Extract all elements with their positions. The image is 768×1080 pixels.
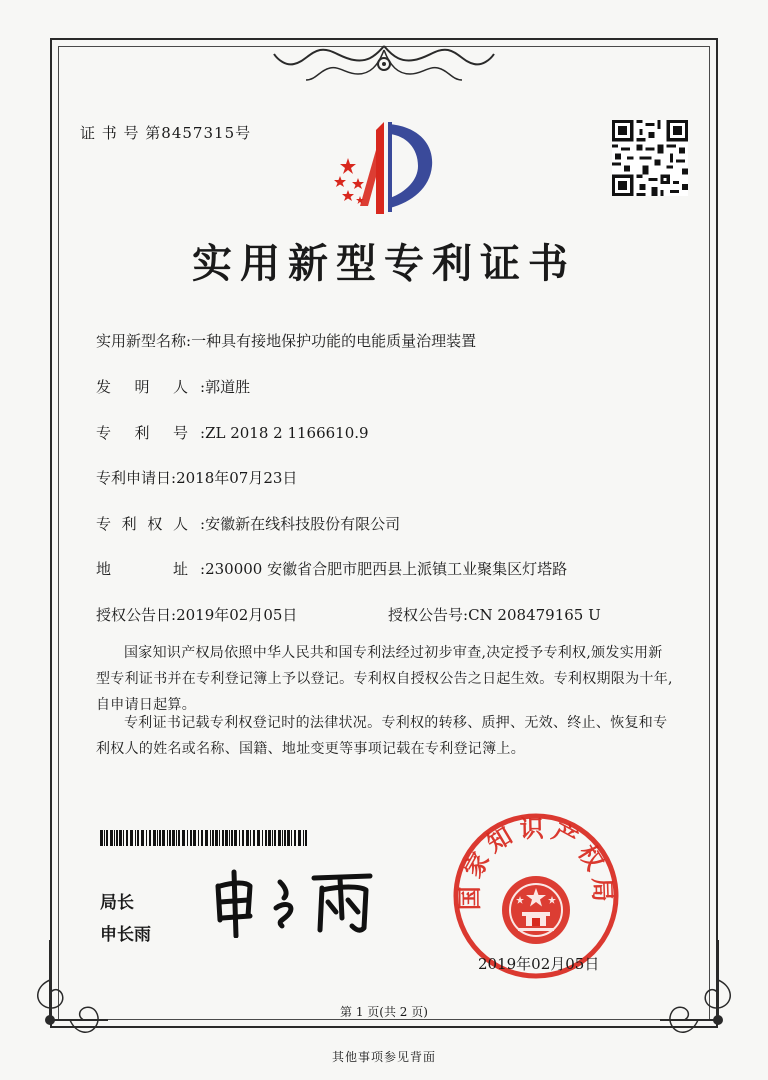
barcode-bar bbox=[100, 830, 103, 846]
barcode-bar bbox=[167, 830, 168, 846]
barcode-bar bbox=[268, 830, 271, 846]
field-label bbox=[96, 376, 188, 397]
field-label bbox=[96, 422, 188, 443]
footer-note: 其他事项参见背面 bbox=[331, 1050, 436, 1064]
field-value: 郭道胜 bbox=[205, 378, 251, 396]
field-value: 安徽新在线科技股份有限公司 bbox=[205, 515, 401, 533]
label-char: 专 bbox=[96, 424, 112, 442]
barcode-bar bbox=[130, 830, 133, 846]
field-label: 专利申请日: bbox=[96, 469, 177, 487]
barcode-bar bbox=[229, 830, 230, 846]
label-colon: : bbox=[200, 378, 206, 396]
field-value: 2019年02月05日 bbox=[176, 606, 298, 624]
barcode-bar bbox=[234, 830, 237, 846]
field-address bbox=[96, 558, 567, 579]
barcode-bar bbox=[257, 830, 260, 846]
field-value: 2018年07月23日 bbox=[176, 469, 298, 487]
barcode-bar bbox=[116, 830, 118, 846]
field-filing-date bbox=[96, 467, 297, 488]
barcode-bar bbox=[287, 830, 290, 846]
paragraph-grant-statement: 国家知识产权局依照中华人民共和国专利法经过初步审查,决定授予专利权,颁发实用新型专利证书并在专利登记簿上予以登记。专利权自授权公告之日起生效。专利权期限为十年,自申请日起算。 bbox=[96, 645, 673, 713]
barcode-bar bbox=[182, 830, 185, 846]
field-utility-model-name bbox=[96, 330, 476, 351]
label-colon: : bbox=[200, 424, 206, 442]
field-value: 一种具有接地保护功能的电能质量治理装置 bbox=[191, 332, 477, 350]
barcode-bar bbox=[123, 830, 124, 846]
barcode-bar bbox=[159, 830, 161, 846]
barcode-bar bbox=[119, 830, 122, 846]
field-value: ZL 2018 2 1166610.9 bbox=[205, 424, 369, 442]
barcode-bar bbox=[110, 830, 113, 846]
barcode-bar bbox=[250, 830, 251, 846]
barcode-bar bbox=[205, 830, 208, 846]
barcode-bar bbox=[149, 830, 151, 846]
barcode-bar bbox=[212, 830, 214, 846]
certificate-title: 实用新型专利证书 bbox=[192, 241, 576, 287]
barcode-bar bbox=[222, 830, 224, 846]
field-inventor bbox=[96, 376, 250, 397]
page-number: 第 1 页(共 2 页) bbox=[340, 1005, 428, 1019]
barcode-bar bbox=[278, 830, 281, 846]
barcode-bar bbox=[274, 830, 276, 846]
barcode-bar bbox=[104, 830, 105, 846]
barcode-bar bbox=[298, 830, 301, 846]
barcode-bar bbox=[135, 830, 136, 846]
label-char: 人 bbox=[172, 378, 188, 396]
barcode-bar bbox=[187, 830, 188, 846]
barcode-bar bbox=[201, 830, 203, 846]
label-char: 人 bbox=[172, 515, 188, 533]
signatory-name: 申长雨 bbox=[100, 925, 151, 945]
barcode-bar bbox=[294, 830, 296, 846]
barcode-bar bbox=[282, 830, 283, 846]
barcode-bar bbox=[239, 830, 240, 846]
seal-date: 2019年02月05日 bbox=[478, 955, 600, 973]
barcode-bar bbox=[137, 830, 139, 846]
barcode-bar bbox=[242, 830, 244, 846]
label-char: 明 bbox=[134, 378, 150, 396]
barcode-bar bbox=[219, 830, 220, 846]
barcode-bar bbox=[176, 830, 177, 846]
barcode-bar bbox=[106, 830, 108, 846]
barcode-bar bbox=[190, 830, 192, 846]
barcode-bar bbox=[225, 830, 228, 846]
field-value: 230000 安徽省合肥市肥西县上派镇工业聚集区灯塔路 bbox=[205, 560, 568, 578]
barcode-bar bbox=[146, 830, 147, 846]
barcode-bar bbox=[126, 830, 128, 846]
barcode-bar bbox=[246, 830, 249, 846]
barcode-bar bbox=[305, 830, 307, 846]
label-char: 址 bbox=[172, 560, 188, 578]
barcode-bar bbox=[193, 830, 196, 846]
label-colon: : bbox=[200, 560, 206, 578]
label-char: 号 bbox=[172, 424, 188, 442]
barcode-bar bbox=[215, 830, 218, 846]
corner-ornament-bottom-left bbox=[30, 940, 110, 1040]
field-patent-number bbox=[96, 422, 369, 443]
field-label: 授权公告日: bbox=[96, 606, 177, 624]
barcode-bar bbox=[210, 830, 211, 846]
barcode-bar bbox=[272, 830, 273, 846]
barcode-bar bbox=[169, 830, 171, 846]
top-ornament bbox=[270, 40, 498, 90]
barcode-bar bbox=[303, 830, 304, 846]
label-char: 专 bbox=[96, 515, 112, 533]
barcode-bar bbox=[153, 830, 156, 846]
qr-code-icon bbox=[612, 120, 688, 196]
label-char: 权 bbox=[147, 515, 163, 533]
field-label: 授权公告号: bbox=[388, 606, 469, 624]
seal-text: 国家知识产权局 bbox=[455, 814, 617, 911]
barcode-bar bbox=[141, 830, 144, 846]
label-char: 利 bbox=[121, 515, 137, 533]
barcode-bar bbox=[157, 830, 158, 846]
field-value: CN 208479165 U bbox=[468, 606, 601, 624]
barcode-bar bbox=[198, 830, 199, 846]
barcode-bar bbox=[231, 830, 233, 846]
label-char: 地 bbox=[96, 560, 112, 578]
barcode-bar bbox=[253, 830, 255, 846]
handwritten-signature bbox=[210, 868, 390, 938]
barcode-bar bbox=[114, 830, 115, 846]
field-label: 实用新型名称: bbox=[96, 332, 192, 350]
label-char: 发 bbox=[96, 378, 112, 396]
barcode-bar bbox=[178, 830, 180, 846]
field-label bbox=[96, 558, 188, 579]
label-char: 利 bbox=[134, 424, 150, 442]
certificate-number: 证 书 号 第8457315号 bbox=[80, 124, 252, 142]
field-grant-announcement-date bbox=[96, 604, 297, 625]
patent-office-logo-icon bbox=[318, 118, 438, 216]
barcode-bar bbox=[162, 830, 165, 846]
paragraph-legal-status: 专利证书记载专利权登记时的法律状况。专利权的转移、质押、无效、终止、恢复和专利权人的姓名或名称、国籍、地址变更等事项记载在专利登记簿上。 bbox=[96, 715, 668, 757]
barcode-bar bbox=[291, 830, 292, 846]
field-patentee bbox=[96, 513, 400, 534]
barcode-bar bbox=[262, 830, 263, 846]
field-grant-announcement-number bbox=[388, 604, 601, 625]
field-label bbox=[96, 513, 188, 534]
corner-ornament-bottom-right bbox=[658, 940, 738, 1040]
signatory-title: 局长 bbox=[100, 893, 134, 913]
label-colon: : bbox=[200, 515, 206, 533]
barcode-bar bbox=[265, 830, 267, 846]
barcode-icon bbox=[100, 830, 310, 846]
barcode-bar bbox=[284, 830, 286, 846]
barcode-bar bbox=[172, 830, 175, 846]
